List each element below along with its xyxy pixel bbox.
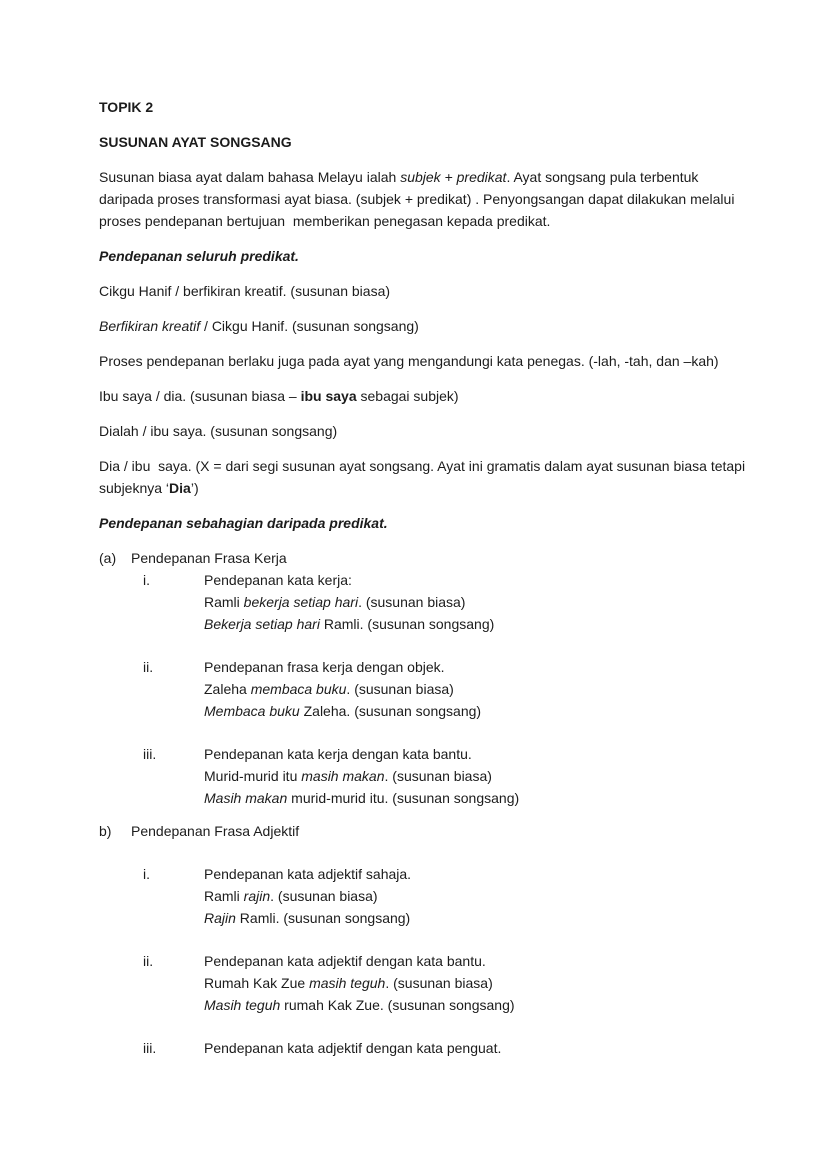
list-label: (a): [99, 550, 117, 566]
list-label: ii.: [143, 953, 154, 969]
text-run: Susunan biasa ayat dalam bahasa Melayu ialah: [99, 169, 401, 185]
list-text: [131, 547, 755, 569]
example-paragraph: [99, 385, 755, 407]
text-run: Dia: [169, 480, 191, 496]
example-paragraph: [99, 280, 755, 302]
blank-line: [99, 1016, 755, 1037]
list-item-b-iii: [99, 1037, 755, 1059]
example-line: [99, 765, 755, 787]
example-line: [99, 700, 755, 722]
list-label: b): [99, 823, 112, 839]
text-run: SUSUNAN AYAT SONGSANG: [99, 134, 292, 150]
list-item-a-i: [99, 569, 755, 591]
text-run: Pendepanan Frasa Kerja: [131, 550, 287, 566]
text-run: Berfikiran kreatif: [99, 318, 201, 334]
blank-line: [99, 635, 755, 656]
example-line: [99, 613, 755, 635]
text-run: Pendepanan kata kerja:: [204, 572, 352, 588]
list-label: i.: [143, 866, 150, 882]
text-run: murid-murid itu. (susunan songsang): [287, 790, 520, 806]
text-run: Pendepanan seluruh predikat.: [99, 248, 299, 264]
text-run: Pendepanan sebahagian daripada predikat.: [99, 515, 388, 531]
text-run: Rajin: [204, 910, 236, 926]
example-line: [99, 885, 755, 907]
list-label: iii.: [143, 1040, 157, 1056]
list-text: [204, 950, 755, 972]
text-run: . (susunan biasa): [270, 888, 378, 904]
text-run: Zaleha: [204, 681, 251, 697]
list-item-a-iii: [99, 743, 755, 765]
blank-line: [99, 722, 755, 743]
example-paragraph: [99, 420, 755, 442]
text-run: Pendepanan frasa kerja dengan objek.: [204, 659, 445, 675]
text-run: bekerja setiap hari: [243, 594, 359, 610]
text-run: Masih teguh: [204, 997, 281, 1013]
text-run: Cikgu Hanif / berfikiran kreatif. (susunan biasa): [99, 283, 391, 299]
text-run: . (susunan biasa): [384, 768, 492, 784]
text-run: ’): [190, 480, 199, 496]
topic-heading: [99, 96, 755, 118]
text-run: Ramli. (susunan songsang): [319, 616, 495, 632]
text-run: Murid-murid itu: [204, 768, 302, 784]
text-run: Dia / ibu saya. (X = dari segi susunan ayat songsang. Ayat ini gramatis dalam ayat susunan biasa tetapi subjeknya ‘: [99, 458, 749, 496]
text-run: Masih makan: [204, 790, 288, 806]
list-text: [204, 569, 755, 591]
text-run: Ibu saya / dia. (susunan biasa –: [99, 388, 301, 404]
list-text: [204, 1037, 755, 1059]
list-text: [204, 863, 755, 885]
blank-line: [99, 929, 755, 950]
text-run: membaca buku: [250, 681, 347, 697]
example-line: [99, 678, 755, 700]
list-item-b-i: [99, 863, 755, 885]
text-run: Dialah / ibu saya. (susunan songsang): [99, 423, 338, 439]
text-run: TOPIK 2: [99, 99, 154, 115]
section-heading-sebahagian-predikat: [99, 512, 755, 534]
text-run: ibu saya: [300, 388, 357, 404]
text-run: Rumah Kak Zue: [204, 975, 310, 991]
text-run: subjek + predikat: [400, 169, 507, 185]
example-line: [99, 787, 755, 809]
text-run: masih makan: [301, 768, 385, 784]
text-run: Zaleha. (susunan songsang): [299, 703, 482, 719]
text-run: Ramli. (susunan songsang): [235, 910, 411, 926]
note-paragraph: [99, 350, 755, 372]
text-run: Bekerja setiap hari: [204, 616, 320, 632]
list-item-a: [99, 547, 755, 569]
text-run: . (susunan biasa): [346, 681, 454, 697]
list-item-b: [99, 820, 755, 842]
text-run: . Ayat songsang pula terbentuk daripada proses transformasi ayat biasa. (subjek + predikat) . Penyongsangan dapat dilakukan melalui proses pendepanan bertujuan memberikan penegasan kepada predikat.: [99, 169, 739, 229]
text-run: sebagai subjek): [356, 388, 459, 404]
intro-paragraph: [99, 166, 755, 232]
example-paragraph: [99, 315, 755, 337]
text-run: masih teguh: [309, 975, 386, 991]
text-run: rumah Kak Zue. (susunan songsang): [280, 997, 515, 1013]
list-label: ii.: [143, 659, 154, 675]
example-paragraph: [99, 455, 755, 499]
text-run: Pendepanan Frasa Adjektif: [131, 823, 300, 839]
list-label: iii.: [143, 746, 157, 762]
text-run: Ramli: [204, 888, 244, 904]
text-run: Pendepanan kata adjektif dengan kata penguat.: [204, 1040, 502, 1056]
document-content: [99, 96, 755, 1059]
text-run: Proses pendepanan berlaku juga pada ayat yang mengandungi kata penegas. (-lah, -tah, dan –kah): [99, 353, 719, 369]
text-run: rajin: [243, 888, 271, 904]
list-text: [204, 656, 755, 678]
list-item-b-ii: [99, 950, 755, 972]
section-heading-seluruh-predikat: [99, 245, 755, 267]
title-heading: [99, 131, 755, 153]
example-line: [99, 591, 755, 613]
text-run: Membaca buku: [204, 703, 300, 719]
list-label: i.: [143, 572, 150, 588]
text-run: . (susunan biasa): [358, 594, 466, 610]
example-line: [99, 972, 755, 994]
text-run: . (susunan biasa): [385, 975, 493, 991]
example-line: [99, 994, 755, 1016]
example-line: [99, 907, 755, 929]
text-run: / Cikgu Hanif. (susunan songsang): [200, 318, 419, 334]
list-text: [204, 743, 755, 765]
text-run: Pendepanan kata adjektif dengan kata bantu.: [204, 953, 486, 969]
list-text: [131, 820, 755, 842]
list-item-a-ii: [99, 656, 755, 678]
text-run: Ramli: [204, 594, 244, 610]
blank-line: [99, 842, 755, 863]
text-run: Pendepanan kata kerja dengan kata bantu.: [204, 746, 472, 762]
text-run: Pendepanan kata adjektif sahaja.: [204, 866, 412, 882]
